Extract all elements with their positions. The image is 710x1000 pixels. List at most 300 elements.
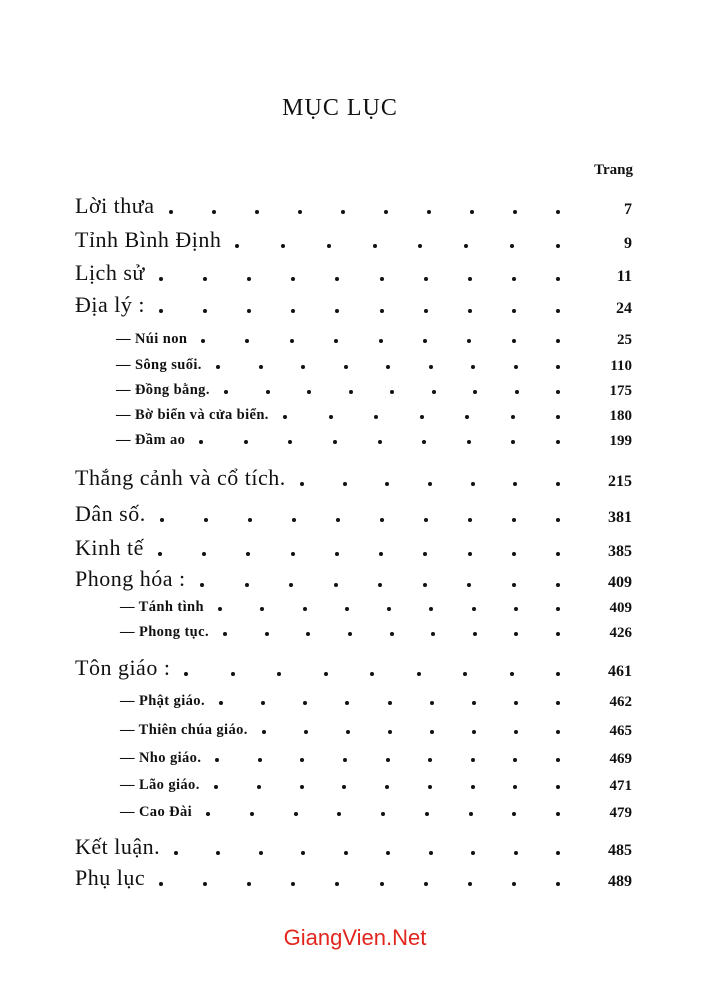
leader-dot bbox=[556, 882, 560, 886]
leader-dot bbox=[380, 277, 384, 281]
em-dash-marker: — bbox=[120, 693, 139, 709]
leader-dot bbox=[514, 730, 518, 734]
leader-dot bbox=[556, 607, 560, 611]
leader-dot bbox=[303, 701, 307, 705]
toc-entry bbox=[0, 292, 710, 322]
leader-dot bbox=[556, 758, 560, 762]
dot-leader bbox=[206, 812, 560, 816]
leader-dot bbox=[386, 365, 390, 369]
dot-leader bbox=[223, 632, 560, 636]
leader-dot bbox=[300, 785, 304, 789]
toc-entry-label: Thắng cảnh và cổ tích. bbox=[75, 465, 286, 490]
leader-dot bbox=[465, 415, 469, 419]
toc-page-number: 110 bbox=[610, 358, 632, 374]
leader-dot bbox=[346, 730, 350, 734]
em-dash-marker: — bbox=[120, 750, 139, 766]
leader-dot bbox=[468, 518, 472, 522]
leader-dot bbox=[307, 390, 311, 394]
leader-dot bbox=[428, 785, 432, 789]
leader-dot bbox=[259, 851, 263, 855]
leader-dot bbox=[556, 244, 560, 248]
leader-dot bbox=[306, 632, 310, 636]
leader-dot bbox=[290, 339, 294, 343]
leader-dot bbox=[337, 812, 341, 816]
em-dash-marker: — bbox=[120, 624, 139, 640]
toc-page-number: 175 bbox=[609, 383, 632, 399]
leader-dot bbox=[158, 552, 162, 556]
leader-dot bbox=[472, 607, 476, 611]
leader-dot bbox=[387, 607, 391, 611]
leader-dot bbox=[159, 882, 163, 886]
leader-dot bbox=[430, 701, 434, 705]
dot-leader bbox=[159, 882, 560, 886]
leader-dot bbox=[247, 309, 251, 313]
leader-dot bbox=[245, 583, 249, 587]
toc-entry-text: Lão giáo. bbox=[138, 777, 200, 793]
leader-dot bbox=[248, 518, 252, 522]
leader-dot bbox=[206, 812, 210, 816]
page-column-header: Trang bbox=[594, 162, 633, 178]
leader-dot bbox=[473, 632, 477, 636]
leader-dot bbox=[216, 851, 220, 855]
leader-dot bbox=[556, 672, 560, 676]
leader-dot bbox=[385, 482, 389, 486]
leader-dot bbox=[327, 244, 331, 248]
leader-dot bbox=[472, 730, 476, 734]
toc-entry bbox=[0, 773, 710, 803]
leader-dot bbox=[224, 390, 228, 394]
leader-dot bbox=[374, 415, 378, 419]
leader-dot bbox=[467, 339, 471, 343]
em-dash-marker: — bbox=[116, 331, 135, 347]
toc-entry bbox=[0, 535, 710, 565]
leader-dot bbox=[281, 244, 285, 248]
leader-dot bbox=[418, 244, 422, 248]
toc-entry-label bbox=[120, 777, 200, 794]
leader-dot bbox=[292, 518, 296, 522]
leader-dot bbox=[379, 339, 383, 343]
leader-dot bbox=[386, 851, 390, 855]
leader-dot bbox=[259, 365, 263, 369]
dot-leader bbox=[160, 518, 560, 522]
leader-dot bbox=[277, 672, 281, 676]
leader-dot bbox=[160, 518, 164, 522]
dot-leader bbox=[199, 440, 560, 444]
leader-dot bbox=[336, 518, 340, 522]
toc-entry bbox=[0, 800, 710, 830]
leader-dot bbox=[430, 730, 434, 734]
leader-dot bbox=[429, 607, 433, 611]
toc-entry bbox=[0, 718, 710, 748]
leader-dot bbox=[428, 758, 432, 762]
leader-dot bbox=[216, 365, 220, 369]
leader-dot bbox=[467, 440, 471, 444]
toc-entry-text: Núi non bbox=[134, 331, 188, 347]
leader-dot bbox=[345, 701, 349, 705]
toc-entry-label bbox=[116, 407, 269, 424]
leader-dot bbox=[514, 851, 518, 855]
dot-leader bbox=[214, 785, 560, 789]
toc-page-number: 199 bbox=[609, 433, 632, 449]
leader-dot bbox=[423, 583, 427, 587]
leader-dot bbox=[429, 851, 433, 855]
dot-leader bbox=[216, 365, 560, 369]
leader-dot bbox=[381, 812, 385, 816]
leader-dot bbox=[417, 672, 421, 676]
leader-dot bbox=[257, 785, 261, 789]
leader-dot bbox=[556, 851, 560, 855]
toc-page-number: 479 bbox=[609, 805, 632, 821]
leader-dot bbox=[373, 244, 377, 248]
dot-leader bbox=[184, 672, 560, 676]
toc-entry-label bbox=[120, 624, 209, 641]
leader-dot bbox=[204, 518, 208, 522]
leader-dot bbox=[432, 390, 436, 394]
toc-page-number: 24 bbox=[616, 300, 632, 317]
leader-dot bbox=[471, 785, 475, 789]
leader-dot bbox=[425, 812, 429, 816]
dot-leader bbox=[159, 309, 560, 313]
leader-dot bbox=[556, 365, 560, 369]
leader-dot bbox=[388, 701, 392, 705]
toc-entry-text: Đồng bằng. bbox=[134, 382, 210, 398]
leader-dot bbox=[512, 309, 516, 313]
leader-dot bbox=[169, 210, 173, 214]
toc-entry-label: Phong hóa : bbox=[75, 566, 186, 591]
toc-entry bbox=[0, 689, 710, 719]
leader-dot bbox=[260, 607, 264, 611]
toc-entry-label bbox=[120, 599, 204, 616]
leader-dot bbox=[201, 339, 205, 343]
dot-leader bbox=[219, 701, 560, 705]
leader-dot bbox=[341, 210, 345, 214]
dot-leader bbox=[283, 415, 560, 419]
leader-dot bbox=[247, 277, 251, 281]
leader-dot bbox=[199, 440, 203, 444]
leader-dot bbox=[556, 632, 560, 636]
leader-dot bbox=[246, 552, 250, 556]
toc-entry-label: Tôn giáo : bbox=[75, 655, 171, 680]
toc-entry bbox=[0, 834, 710, 864]
toc-entry-label bbox=[120, 804, 192, 821]
leader-dot bbox=[556, 339, 560, 343]
toc-entry-label: Dân số. bbox=[75, 501, 146, 526]
leader-dot bbox=[235, 244, 239, 248]
leader-dot bbox=[334, 583, 338, 587]
leader-dot bbox=[348, 632, 352, 636]
leader-dot bbox=[556, 277, 560, 281]
leader-dot bbox=[512, 812, 516, 816]
dot-leader bbox=[300, 482, 560, 486]
leader-dot bbox=[427, 210, 431, 214]
leader-dot bbox=[334, 339, 338, 343]
toc-entry-label: Lời thưa bbox=[75, 193, 155, 218]
leader-dot bbox=[471, 758, 475, 762]
leader-dot bbox=[471, 365, 475, 369]
leader-dot bbox=[428, 482, 432, 486]
leader-dot bbox=[255, 210, 259, 214]
leader-dot bbox=[203, 309, 207, 313]
toc-entry bbox=[0, 655, 710, 685]
dot-leader bbox=[174, 851, 560, 855]
leader-dot bbox=[468, 882, 472, 886]
leader-dot bbox=[385, 785, 389, 789]
em-dash-marker: — bbox=[116, 407, 135, 423]
leader-dot bbox=[300, 758, 304, 762]
leader-dot bbox=[424, 518, 428, 522]
em-dash-marker: — bbox=[120, 599, 139, 615]
leader-dot bbox=[214, 785, 218, 789]
leader-dot bbox=[424, 309, 428, 313]
leader-dot bbox=[468, 309, 472, 313]
dot-leader bbox=[262, 730, 560, 734]
leader-dot bbox=[472, 701, 476, 705]
leader-dot bbox=[294, 812, 298, 816]
toc-entry-label bbox=[116, 357, 202, 374]
toc-page-number: 471 bbox=[609, 778, 632, 794]
toc-entry-text: Đầm ao bbox=[134, 432, 186, 448]
leader-dot bbox=[556, 482, 560, 486]
leader-dot bbox=[261, 701, 265, 705]
dot-leader bbox=[224, 390, 560, 394]
leader-dot bbox=[556, 785, 560, 789]
leader-dot bbox=[556, 309, 560, 313]
leader-dot bbox=[335, 277, 339, 281]
leader-dot bbox=[463, 672, 467, 676]
toc-entry bbox=[0, 193, 710, 223]
leader-dot bbox=[333, 440, 337, 444]
dot-leader bbox=[200, 583, 560, 587]
leader-dot bbox=[244, 440, 248, 444]
toc-entry bbox=[0, 501, 710, 531]
leader-dot bbox=[424, 277, 428, 281]
toc-entry-label bbox=[120, 750, 201, 767]
leader-dot bbox=[247, 882, 251, 886]
leader-dot bbox=[514, 632, 518, 636]
leader-dot bbox=[212, 210, 216, 214]
leader-dot bbox=[556, 812, 560, 816]
leader-dot bbox=[513, 785, 517, 789]
dot-leader bbox=[235, 244, 560, 248]
leader-dot bbox=[283, 415, 287, 419]
leader-dot bbox=[289, 583, 293, 587]
leader-dot bbox=[431, 632, 435, 636]
leader-dot bbox=[468, 552, 472, 556]
toc-entry-text: Phong tục. bbox=[138, 624, 210, 640]
leader-dot bbox=[304, 730, 308, 734]
leader-dot bbox=[470, 210, 474, 214]
leader-dot bbox=[335, 309, 339, 313]
leader-dot bbox=[515, 390, 519, 394]
leader-dot bbox=[378, 583, 382, 587]
toc-entry-label bbox=[116, 331, 187, 348]
leader-dot bbox=[512, 552, 516, 556]
leader-dot bbox=[511, 440, 515, 444]
leader-dot bbox=[468, 277, 472, 281]
leader-dot bbox=[324, 672, 328, 676]
leader-dot bbox=[556, 415, 560, 419]
leader-dot bbox=[423, 552, 427, 556]
leader-dot bbox=[344, 365, 348, 369]
leader-dot bbox=[250, 812, 254, 816]
leader-dot bbox=[303, 607, 307, 611]
toc-page-number: 180 bbox=[609, 408, 632, 424]
leader-dot bbox=[429, 365, 433, 369]
leader-dot bbox=[203, 882, 207, 886]
toc-page-number: 7 bbox=[624, 201, 632, 218]
leader-dot bbox=[556, 583, 560, 587]
toc-entry bbox=[0, 465, 710, 495]
toc-entry-label bbox=[116, 432, 185, 449]
toc-entry-text: Cao Đài bbox=[138, 804, 193, 820]
toc-entry-label bbox=[120, 722, 248, 739]
toc-entry-label bbox=[116, 382, 210, 399]
leader-dot bbox=[184, 672, 188, 676]
leader-dot bbox=[159, 277, 163, 281]
dot-leader bbox=[159, 277, 560, 281]
leader-dot bbox=[464, 244, 468, 248]
leader-dot bbox=[512, 518, 516, 522]
leader-dot bbox=[203, 277, 207, 281]
leader-dot bbox=[514, 607, 518, 611]
toc-entry bbox=[0, 428, 710, 458]
leader-dot bbox=[215, 758, 219, 762]
leader-dot bbox=[556, 440, 560, 444]
leader-dot bbox=[291, 552, 295, 556]
leader-dot bbox=[512, 583, 516, 587]
leader-dot bbox=[265, 632, 269, 636]
dot-leader bbox=[215, 758, 560, 762]
leader-dot bbox=[467, 583, 471, 587]
em-dash-marker: — bbox=[120, 722, 139, 738]
leader-dot bbox=[218, 607, 222, 611]
dot-leader bbox=[169, 210, 560, 214]
leader-dot bbox=[379, 552, 383, 556]
leader-dot bbox=[386, 758, 390, 762]
toc-page-number: 381 bbox=[608, 509, 632, 526]
leader-dot bbox=[512, 882, 516, 886]
toc-page-number: 11 bbox=[616, 268, 632, 285]
toc-entry bbox=[0, 260, 710, 290]
leader-dot bbox=[300, 482, 304, 486]
leader-dot bbox=[329, 415, 333, 419]
toc-page-number: 465 bbox=[609, 723, 632, 739]
leader-dot bbox=[423, 339, 427, 343]
leader-dot bbox=[291, 309, 295, 313]
dot-leader bbox=[201, 339, 560, 343]
leader-dot bbox=[390, 390, 394, 394]
leader-dot bbox=[513, 210, 517, 214]
leader-dot bbox=[344, 851, 348, 855]
toc-page-number: 489 bbox=[608, 873, 632, 890]
leader-dot bbox=[512, 339, 516, 343]
toc-entry-text: Nho giáo. bbox=[138, 750, 202, 766]
toc-entry bbox=[0, 566, 710, 596]
toc-entry-label: Kinh tế bbox=[75, 535, 144, 560]
leader-dot bbox=[556, 390, 560, 394]
dot-leader bbox=[158, 552, 560, 556]
leader-dot bbox=[514, 365, 518, 369]
leader-dot bbox=[556, 730, 560, 734]
em-dash-marker: — bbox=[120, 804, 139, 820]
leader-dot bbox=[556, 210, 560, 214]
toc-entry-label: Địa lý : bbox=[75, 292, 145, 317]
leader-dot bbox=[301, 851, 305, 855]
leader-dot bbox=[420, 415, 424, 419]
leader-dot bbox=[342, 785, 346, 789]
toc-page-number: 426 bbox=[609, 625, 632, 641]
leader-dot bbox=[288, 440, 292, 444]
leader-dot bbox=[513, 482, 517, 486]
leader-dot bbox=[510, 672, 514, 676]
toc-entry-label: Phụ lục bbox=[75, 865, 146, 890]
leader-dot bbox=[349, 390, 353, 394]
leader-dot bbox=[514, 701, 518, 705]
toc-page-number: 469 bbox=[609, 751, 632, 767]
em-dash-marker: — bbox=[116, 382, 135, 398]
leader-dot bbox=[510, 244, 514, 248]
leader-dot bbox=[258, 758, 262, 762]
leader-dot bbox=[556, 701, 560, 705]
toc-entry-text: Thiên chúa giáo. bbox=[138, 722, 248, 738]
toc-page-number: 409 bbox=[608, 574, 632, 591]
toc-page-number: 461 bbox=[608, 663, 632, 680]
leader-dot bbox=[343, 758, 347, 762]
leader-dot bbox=[291, 277, 295, 281]
leader-dot bbox=[378, 440, 382, 444]
toc-entry-text: Bờ biển và cửa biển. bbox=[134, 407, 269, 423]
leader-dot bbox=[384, 210, 388, 214]
em-dash-marker: — bbox=[116, 357, 135, 373]
leader-dot bbox=[335, 882, 339, 886]
leader-dot bbox=[471, 851, 475, 855]
em-dash-marker: — bbox=[120, 777, 139, 793]
toc-entry-text: Tánh tình bbox=[138, 599, 204, 615]
toc-entry bbox=[0, 865, 710, 895]
dot-leader bbox=[218, 607, 560, 611]
leader-dot bbox=[174, 851, 178, 855]
leader-dot bbox=[345, 607, 349, 611]
leader-dot bbox=[298, 210, 302, 214]
leader-dot bbox=[390, 632, 394, 636]
toc-page-number: 25 bbox=[617, 332, 632, 348]
toc-entry-text: Sông suối. bbox=[134, 357, 202, 373]
toc-entry bbox=[0, 620, 710, 650]
leader-dot bbox=[219, 701, 223, 705]
leader-dot bbox=[380, 518, 384, 522]
toc-page-number: 409 bbox=[609, 600, 632, 616]
leader-dot bbox=[202, 552, 206, 556]
leader-dot bbox=[422, 440, 426, 444]
toc-entry-label bbox=[120, 693, 205, 710]
leader-dot bbox=[469, 812, 473, 816]
leader-dot bbox=[380, 882, 384, 886]
watermark-text: GiangVien.Net bbox=[283, 925, 427, 950]
leader-dot bbox=[473, 390, 477, 394]
leader-dot bbox=[231, 672, 235, 676]
leader-dot bbox=[159, 309, 163, 313]
leader-dot bbox=[291, 882, 295, 886]
toc-page-number: 462 bbox=[609, 694, 632, 710]
leader-dot bbox=[556, 518, 560, 522]
leader-dot bbox=[512, 277, 516, 281]
toc-entry-label: Kết luận. bbox=[75, 834, 161, 859]
leader-dot bbox=[200, 583, 204, 587]
leader-dot bbox=[380, 309, 384, 313]
toc-page-number: 9 bbox=[624, 235, 632, 252]
toc-entry-text: Phật giáo. bbox=[138, 693, 205, 709]
toc-page-number: 215 bbox=[608, 473, 632, 490]
